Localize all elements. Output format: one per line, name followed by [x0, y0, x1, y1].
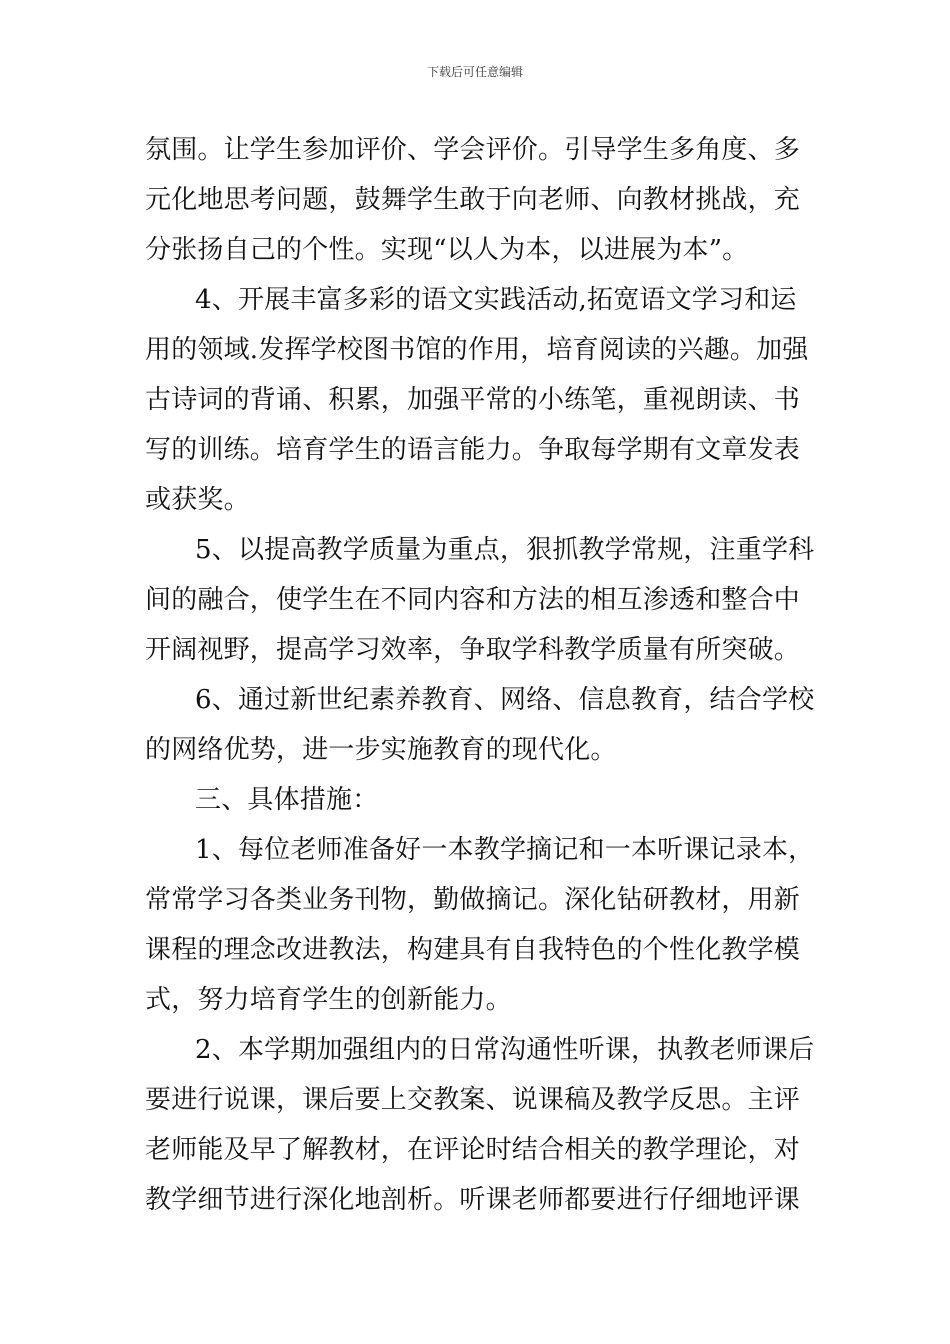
- text-line: 课程的理念改进教法，构建具有自我特色的个性化教学模: [145, 935, 801, 965]
- paragraph-start-line: 5、以提高教学质量为重点，狠抓教学常规，注重学科: [195, 535, 815, 565]
- paragraph-start-line: 2、本学期加强组内的日常沟通性听课，执教老师课后: [195, 1035, 815, 1065]
- document-body: [145, 125, 815, 1225]
- text-line: 的网络优势，进一步实施教育的现代化。: [145, 735, 617, 765]
- page-header: 下载后可任意编辑: [426, 65, 523, 79]
- text-line: 古诗词的背诵、积累，加强平常的小练笔，重视朗读、书: [145, 385, 801, 415]
- paragraph-start-line: 4、开展丰富多彩的语文实践活动,拓宽语文学习和运: [195, 285, 797, 315]
- paragraph-start-line: 1、每位老师准备好一本教学摘记和一本听课记录本，: [195, 835, 815, 865]
- text-line: 间的融合，使学生在不同内容和方法的相互渗透和整合中: [145, 585, 801, 615]
- paragraph-start-line: 6、通过新世纪素养教育、网络、信息教育，结合学校: [195, 685, 815, 715]
- text-line: 式，努力培育学生的创新能力。: [145, 985, 512, 1015]
- text-line: 开阔视野，提高学习效率，争取学科教学质量有所突破。: [145, 635, 801, 665]
- text-line: 或获奖。: [145, 485, 250, 515]
- text-line: 要进行说课，课后要上交教案、说课稿及教学反思。主评: [145, 1085, 801, 1115]
- text-line: 用的领域.发挥学校图书馆的作用，培育阅读的兴趣。加强: [145, 335, 809, 365]
- section-heading: 三、具体措施：: [195, 785, 379, 815]
- text-line: 写的训练。培育学生的语言能力。争取每学期有文章发表: [145, 435, 801, 465]
- text-line: 老师能及早了解教材，在评论时结合相关的教学理论，对: [145, 1135, 801, 1165]
- text-line: 教学细节进行深化地剖析。听课老师都要进行仔细地评课: [145, 1185, 801, 1215]
- text-line: 分张扬自己的个性。实现“以人为本，以进展为本”。: [145, 235, 749, 265]
- text-line: 氛围。让学生参加评价、学会评价。引导学生多角度、多: [145, 135, 801, 165]
- text-line: 常常学习各类业务刊物，勤做摘记。深化钻研教材，用新: [145, 885, 801, 915]
- text-line: 元化地思考问题，鼓舞学生敢于向老师、向教材挑战，充: [145, 185, 801, 215]
